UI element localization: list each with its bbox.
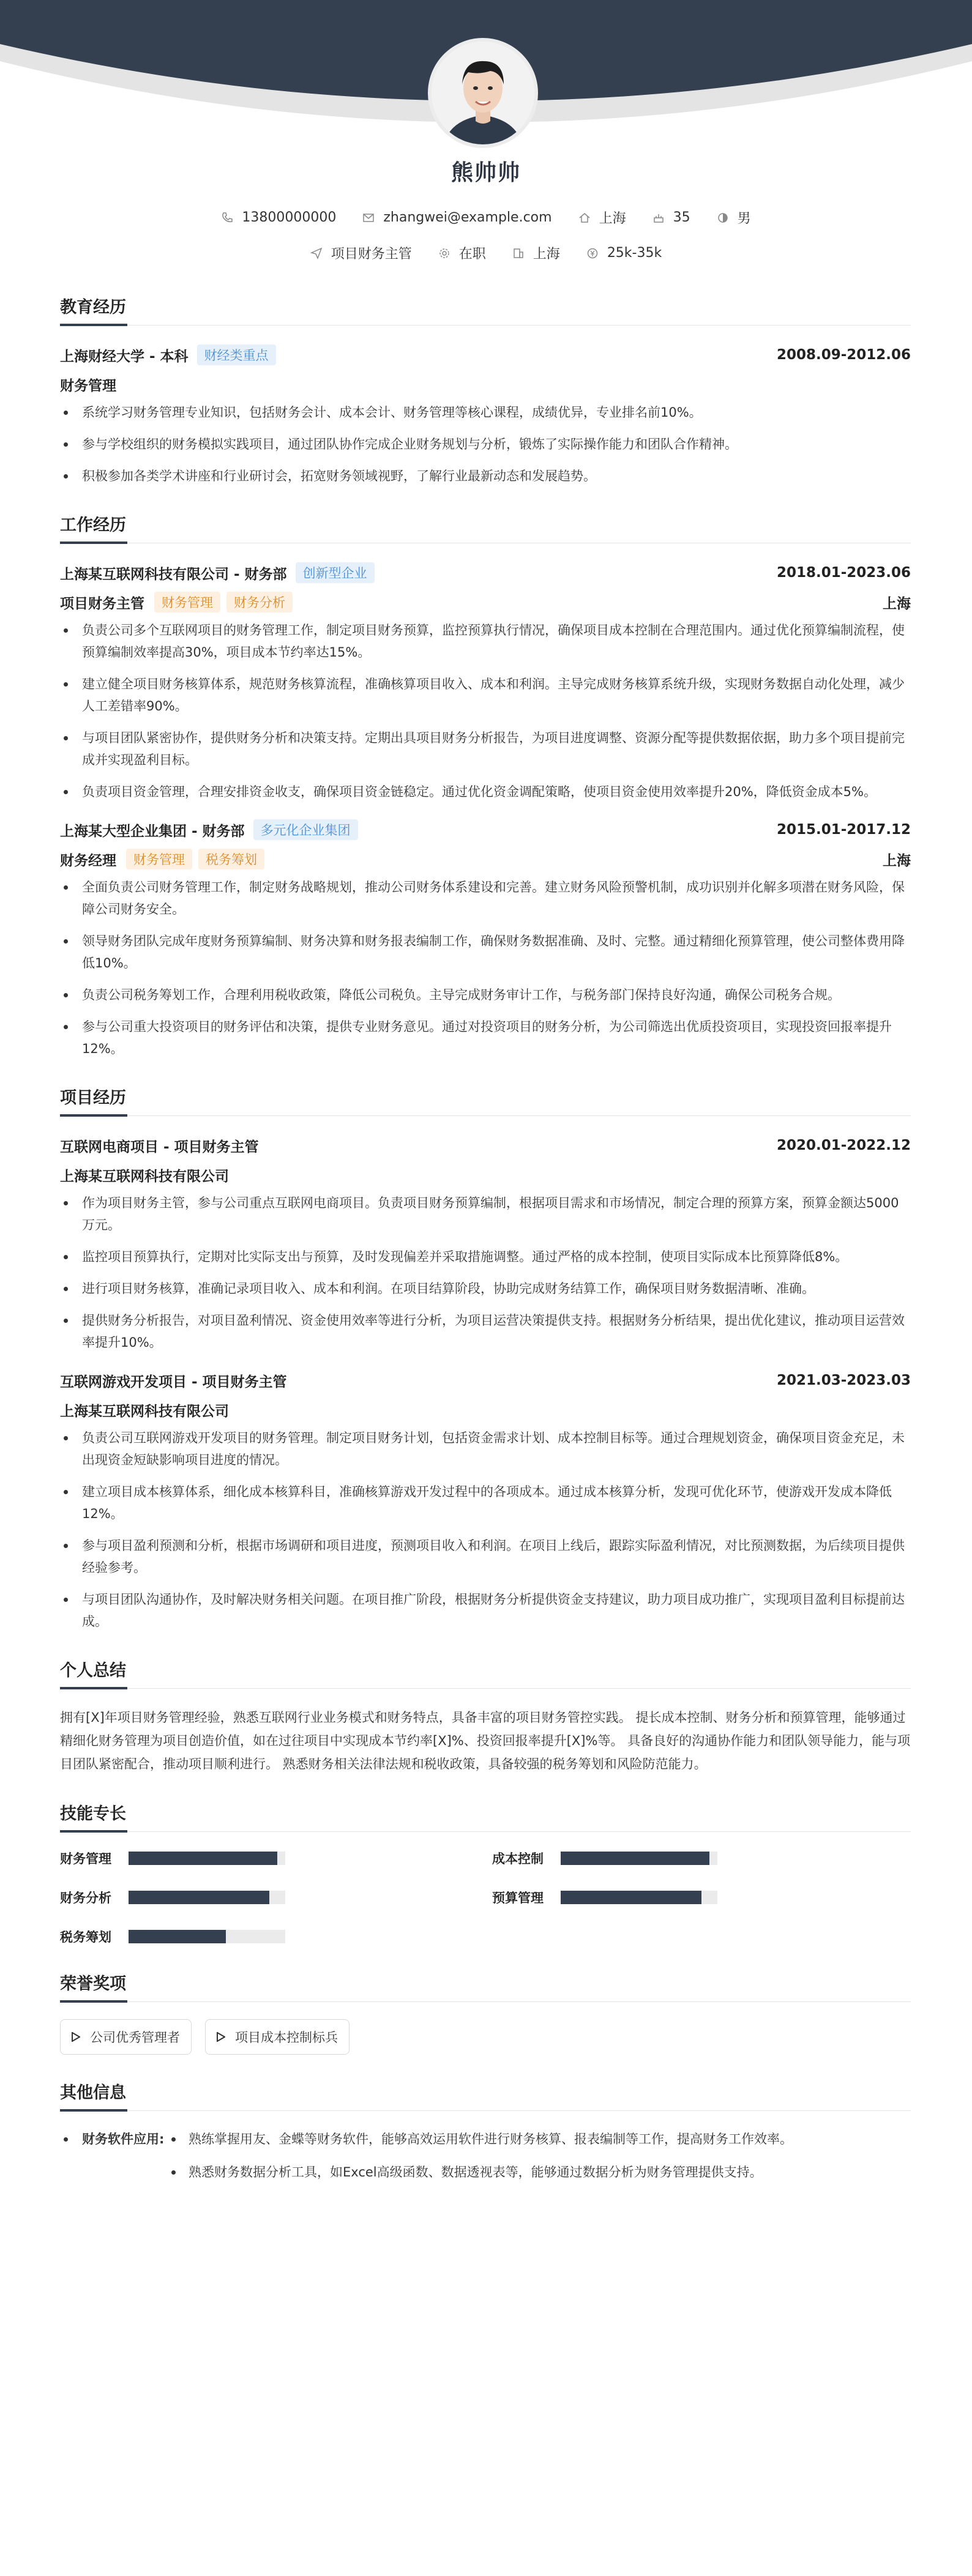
skill-bar-fill <box>129 1891 269 1904</box>
list-item: 负责公司互联网游戏开发项目的财务管理。制定项目财务计划，包括资金需求计划、成本控制目标等。通过合理规划资金，确保项目资金充足，未出现资金短缺影响项目进度的情况。 <box>60 1427 911 1471</box>
phone-item <box>221 210 336 225</box>
cake-icon <box>652 212 665 224</box>
role: 财务经理 <box>60 852 116 869</box>
skill-item <box>492 1888 911 1907</box>
education-section <box>60 294 911 487</box>
company-tag: 多元化企业集团 <box>253 819 358 840</box>
summary-section <box>60 1657 911 1776</box>
major <box>60 372 911 396</box>
company-name: 上海某互联网科技有限公司 - 财务部 <box>60 566 287 583</box>
skill-item <box>60 1888 492 1907</box>
section-title: 荣誉奖项 <box>60 1970 911 2002</box>
skill-bar-fill <box>129 1930 226 1943</box>
skills-grid <box>60 1849 911 1946</box>
position-text: 项目财务主管 <box>331 247 412 262</box>
skill-label: 预算管理 <box>492 1891 544 1905</box>
list-item: 领导财务团队完成年度财务预算编制、财务决算和财务报表编制工作，确保财务数据准确、及时、完整。通过精细化预算管理，使公司整体费用降低10%。 <box>60 930 911 974</box>
salary-text: 25k-35k <box>607 245 662 261</box>
list-item: 全面负责公司财务管理工作，制定财务战略规划，推动公司财务体系建设和完善。建立财务风险预警机制，成功识别并化解多项潜在财务风险，保障公司财务安全。 <box>60 876 911 920</box>
skill-tag: 财务管理 <box>154 592 220 612</box>
home-icon <box>578 212 591 224</box>
contact-row-1 <box>0 208 972 228</box>
school-name: 上海财经大学 - 本科 <box>60 348 189 365</box>
list-item: 参与学校组织的财务模拟实践项目，通过团队协作完成企业财务规划与分析，锻炼了实际操作能力和团队合作精神。 <box>60 433 911 455</box>
list-item: 熟练掌握用友、金蝶等财务软件，能够高效运用软件进行财务核算、报表编制等工作，提高财务工作效率。 <box>168 2128 793 2150</box>
entry-header <box>60 343 911 367</box>
entry-header <box>60 1133 911 1158</box>
avatar-portrait-icon <box>432 42 534 144</box>
period: 2021.03-2023.03 <box>776 1372 911 1388</box>
list-item: 系统学习财务管理专业知识，包括财务会计、成本会计、财务管理等核心课程，成绩优异，专业排名前10%。 <box>60 401 911 423</box>
project-entry <box>60 1133 911 1353</box>
bullet-list <box>60 619 911 803</box>
bullet-list <box>60 401 911 487</box>
role-row <box>60 847 911 871</box>
project-company-text: 上海某互联网科技有限公司 <box>60 1168 229 1185</box>
awards-section <box>60 1970 911 2055</box>
list-item: 进行项目财务核算，准确记录项目收入、成本和利润。在项目结算阶段，协助完成财务结算工作，确保项目财务数据清晰、准确。 <box>60 1278 911 1300</box>
section-title: 项目经历 <box>60 1084 911 1116</box>
skill-item <box>60 1849 492 1867</box>
skill-bar <box>561 1852 717 1865</box>
award-label: 公司优秀管理者 <box>90 2030 180 2045</box>
skill-item <box>492 1849 911 1867</box>
school-tag: 财经类重点 <box>197 344 276 365</box>
skill-label: 财务分析 <box>60 1891 111 1905</box>
period: 2008.09-2012.06 <box>776 347 911 363</box>
bullet-list <box>60 1427 911 1632</box>
skill-bar <box>561 1891 717 1904</box>
list-item: 积极参加各类学术讲座和行业研讨会，拓宽财务领域视野，了解行业最新动态和发展趋势。 <box>60 465 911 487</box>
award-label: 项目成本控制标兵 <box>235 2030 338 2045</box>
skill-label: 税务筹划 <box>60 1930 111 1945</box>
major-text: 财务管理 <box>60 378 116 394</box>
play-icon <box>217 2032 225 2042</box>
city-text: 上海 <box>599 211 626 226</box>
age-text: 35 <box>673 210 690 225</box>
phone-icon <box>221 212 233 224</box>
role: 项目财务主管 <box>60 595 144 612</box>
list-item: 监控项目预算执行，定期对比实际支出与预算，及时发现偏差并采取措施调整。通过严格的成本控制，使项目实际成本比预算降低8%。 <box>60 1246 911 1268</box>
skill-tag: 税务筹划 <box>198 849 264 869</box>
gender-text: 男 <box>737 211 751 226</box>
skill-bar <box>129 1852 285 1865</box>
section-title: 教育经历 <box>60 294 911 326</box>
award-item <box>60 2019 192 2055</box>
project-entry <box>60 1368 911 1632</box>
skills-section <box>60 1800 911 1946</box>
skill-label: 成本控制 <box>492 1852 544 1866</box>
education-entry <box>60 343 911 487</box>
skill-bar-fill <box>561 1891 701 1904</box>
work-entry <box>60 817 911 1060</box>
project-company-text: 上海某互联网科技有限公司 <box>60 1403 229 1420</box>
skill-label: 财务管理 <box>60 1852 111 1866</box>
contact-row-2 <box>0 244 972 263</box>
section-title: 技能专长 <box>60 1800 911 1832</box>
play-icon <box>72 2032 80 2042</box>
resume-content <box>60 294 911 2219</box>
section-title: 个人总结 <box>60 1657 911 1689</box>
avatar <box>428 38 538 148</box>
section-title: 其他信息 <box>60 2079 911 2111</box>
send-icon <box>310 247 323 259</box>
building-icon <box>512 247 525 259</box>
other-section <box>60 2079 911 2194</box>
status-text: 在职 <box>458 247 486 262</box>
project-name: 互联网游戏开发项目 - 项目财务主管 <box>60 1374 287 1390</box>
bullet-list <box>60 876 911 1060</box>
entry-header <box>60 817 911 842</box>
role-row <box>60 590 911 614</box>
other-list <box>168 2128 793 2194</box>
position-item <box>310 244 412 262</box>
award-item <box>205 2019 350 2055</box>
gender-icon <box>717 212 729 224</box>
list-item: 建立项目成本核算体系，细化成本核算科目，准确核算游戏开发过程中的各项成本。通过成本核算分析，发现可优化环节，使游戏开发成本降低12%。 <box>60 1481 911 1525</box>
location: 上海 <box>883 595 911 612</box>
skill-bar <box>129 1930 285 1943</box>
money-icon <box>586 247 599 259</box>
work-section <box>60 512 911 1060</box>
mail-icon <box>362 212 375 224</box>
age-item <box>652 210 690 225</box>
awards-list <box>60 2019 911 2055</box>
list-item: 建立健全项目财务核算体系，规范财务核算流程，准确核算项目收入、成本和利润。主导完成财务核算系统升级，实现财务数据自动化处理，减少人工差错率90%。 <box>60 673 911 717</box>
salary-item <box>586 245 662 261</box>
skill-bar <box>129 1891 285 1904</box>
summary-text: 拥有[X]年项目财务管理经验，熟悉互联网行业业务模式和财务特点，具备丰富的项目财务管控实践。 提长成本控制、财务分析和预算管理，能够通过精细化财务管理为项目创造价值，如在过往项目中实现成本节约率[X]%、投资回报率提升[X]%等。 具备良好的沟通协作能力和团队领导能力，能与项目团队紧密配合，推动项目顺利进行。 熟悉财务相关法律法规和税收政策，具备较强的税务筹划和风险防范能力。 <box>60 1710 911 1771</box>
target-city-text: 上海 <box>533 247 560 262</box>
list-item: 与项目团队沟通协作，及时解决财务相关问题。在项目推广阶段，根据财务分析提供资金支持建议，助力项目成功推广，实现项目盈利目标提前达成。 <box>60 1588 911 1632</box>
email-item <box>362 210 551 225</box>
skill-bar-fill <box>561 1852 709 1865</box>
other-label: 财务软件应用: <box>60 2128 168 2194</box>
skill-tag: 财务管理 <box>126 849 192 869</box>
list-item: 负责公司多个互联网项目的财务管理工作，制定项目财务预算，监控预算执行情况，确保项目成本控制在合理范围内。通过优化预算编制流程，使预算编制效率提高30%，项目成本节约率达15%。 <box>60 619 911 663</box>
other-row <box>60 2128 911 2194</box>
entry-header <box>60 560 911 585</box>
candidate-name: 熊帅帅 <box>450 160 521 185</box>
skill-bar-fill <box>129 1852 277 1865</box>
projects-section <box>60 1084 911 1632</box>
skill-item <box>60 1927 492 1946</box>
company-name: 上海某大型企业集团 - 财务部 <box>60 823 245 839</box>
bullet-list <box>60 1192 911 1353</box>
list-item: 与项目团队紧密协作，提供财务分析和决策支持。定期出具项目财务分析报告，为项目进度调整、资源分配等提供数据依据，助力多个项目提前完成并实现盈利目标。 <box>60 727 911 771</box>
gender-item <box>717 208 751 227</box>
city-item <box>578 208 626 227</box>
skill-tag: 财务分析 <box>226 592 293 612</box>
target-city-item <box>512 244 560 262</box>
project-name: 互联网电商项目 - 项目财务主管 <box>60 1139 259 1155</box>
email-text: zhangwei@example.com <box>383 210 552 225</box>
work-entry <box>60 560 911 803</box>
status-item <box>438 244 486 262</box>
period: 2018.01-2023.06 <box>776 565 911 581</box>
period: 2015.01-2017.12 <box>776 822 911 838</box>
period: 2020.01-2022.12 <box>776 1137 911 1153</box>
list-item: 提供财务分析报告，对项目盈利情况、资金使用效率等进行分析，为项目运营决策提供支持。根据财务分析结果，提出优化建议，推动项目运营效率提升10%。 <box>60 1309 911 1353</box>
phone-text: 13800000000 <box>242 210 337 225</box>
entry-header <box>60 1368 911 1393</box>
list-item: 熟悉财务数据分析工具，如Excel高级函数、数据透视表等，能够通过数据分析为财务管理提供支持。 <box>168 2161 793 2183</box>
company-tag: 创新型企业 <box>296 562 375 583</box>
list-item: 负责项目资金管理，合理安排资金收支，确保项目资金链稳定。通过优化资金调配策略，使项目资金使用效率提升20%，降低资金成本5%。 <box>60 781 911 803</box>
project-company <box>60 1398 911 1422</box>
list-item: 作为项目财务主管，参与公司重点互联网电商项目。负责项目财务预算编制，根据项目需求和市场情况，制定合理的预算方案，预算金额达5000万元。 <box>60 1192 911 1236</box>
location: 上海 <box>883 852 911 869</box>
list-item: 负责公司税务筹划工作，合理利用税收政策，降低公司税负。主导完成财务审计工作，与税务部门保持良好沟通，确保公司税务合规。 <box>60 984 911 1006</box>
section-title: 工作经历 <box>60 512 911 543</box>
gear-icon <box>438 247 450 259</box>
project-company <box>60 1163 911 1187</box>
list-item: 参与公司重大投资项目的财务评估和决策，提供专业财务意见。通过对投资项目的财务分析，为公司筛选出优质投资项目，实现投资回报率提升12%。 <box>60 1016 911 1060</box>
list-item: 参与项目盈利预测和分析，根据市场调研和项目进度，预测项目收入和利润。在项目上线后，跟踪实际盈利情况，对比预测数据，为后续项目提供经验参考。 <box>60 1535 911 1579</box>
